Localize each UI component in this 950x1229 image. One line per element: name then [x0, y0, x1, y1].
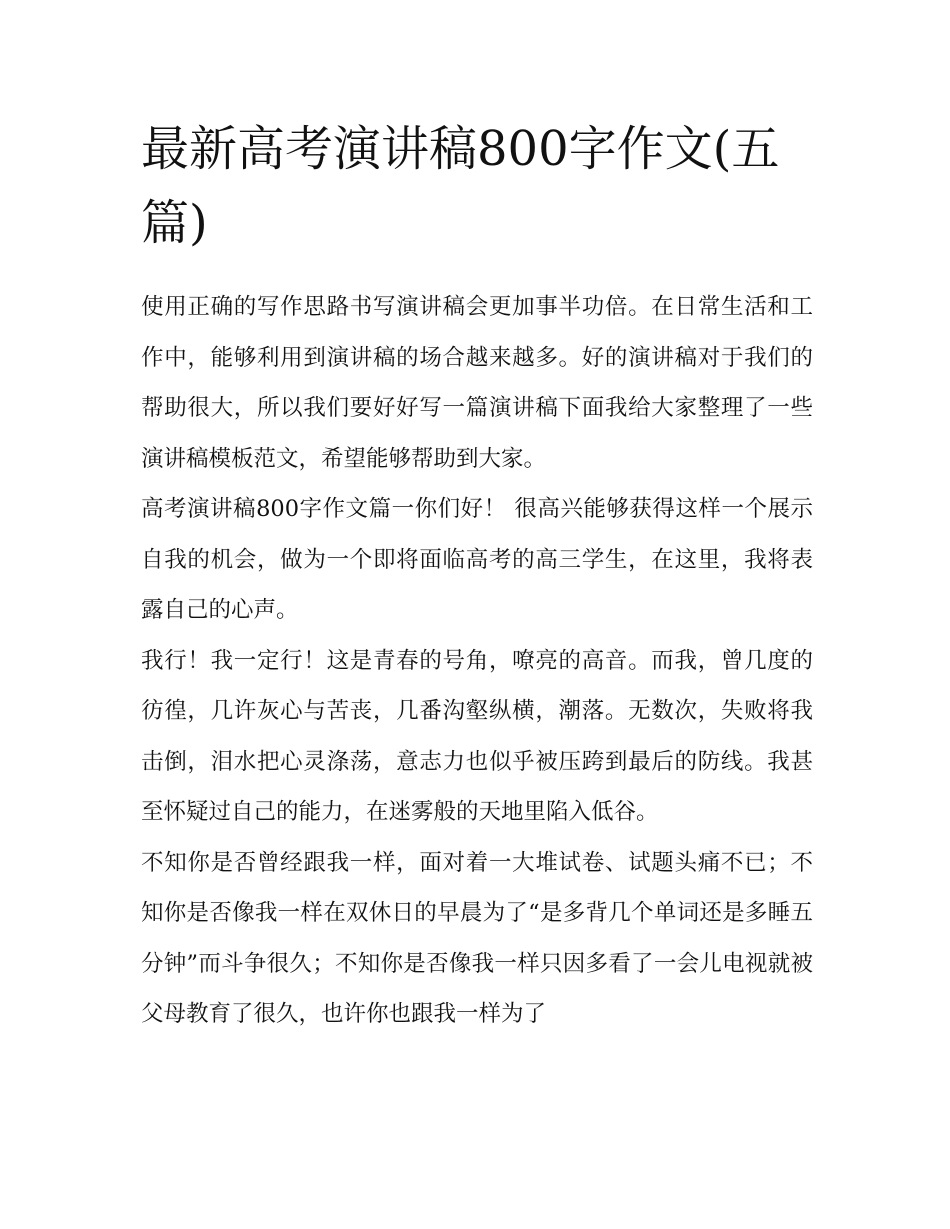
- paragraph-intro: 使用正确的写作思路书写演讲稿会更加事半功倍。在日常生活和工作中，能够利用到演讲稿的场合越来越多。好的演讲稿对于我们的帮助很大，所以我们要好好写一篇演讲稿下面我给大家整理了一些演讲稿模板范文，希望能够帮助到大家。: [141, 294, 813, 472]
- paragraph-essay-one-opening: 高考演讲稿800字作文篇一你们好！ 很高兴能够获得这样一个展示自我的机会，做为一个即将面临高考的高三学生，在这里，我将表露自己的心声。: [141, 496, 813, 623]
- paragraph-essay-one-continued: 不知你是否曾经跟我一样，面对着一大堆试卷、试题头痛不已；不知你是否像我一样在双休日的早晨为了“是多背几个单词还是多睡五分钟”而斗争很久；不知你是否像我一样只因多看了一会儿电视就被父母教育了很久，也许你也跟我一样为了: [141, 849, 813, 1027]
- document-body: [141, 112, 813, 1040]
- paragraph-essay-one-body: 我行！我一定行！这是青春的号角，嘹亮的高音。而我，曾几度的彷徨，几许灰心与苦丧，几番沟壑纵横，潮落。无数次，失败将我击倒，泪水把心灵涤荡，意志力也似乎被压跨到最后的防线。我甚至怀疑过自己的能力，在迷雾般的天地里陷入低谷。: [141, 647, 813, 825]
- document-title: 最新高考演讲稿800字作文(五篇): [141, 121, 780, 251]
